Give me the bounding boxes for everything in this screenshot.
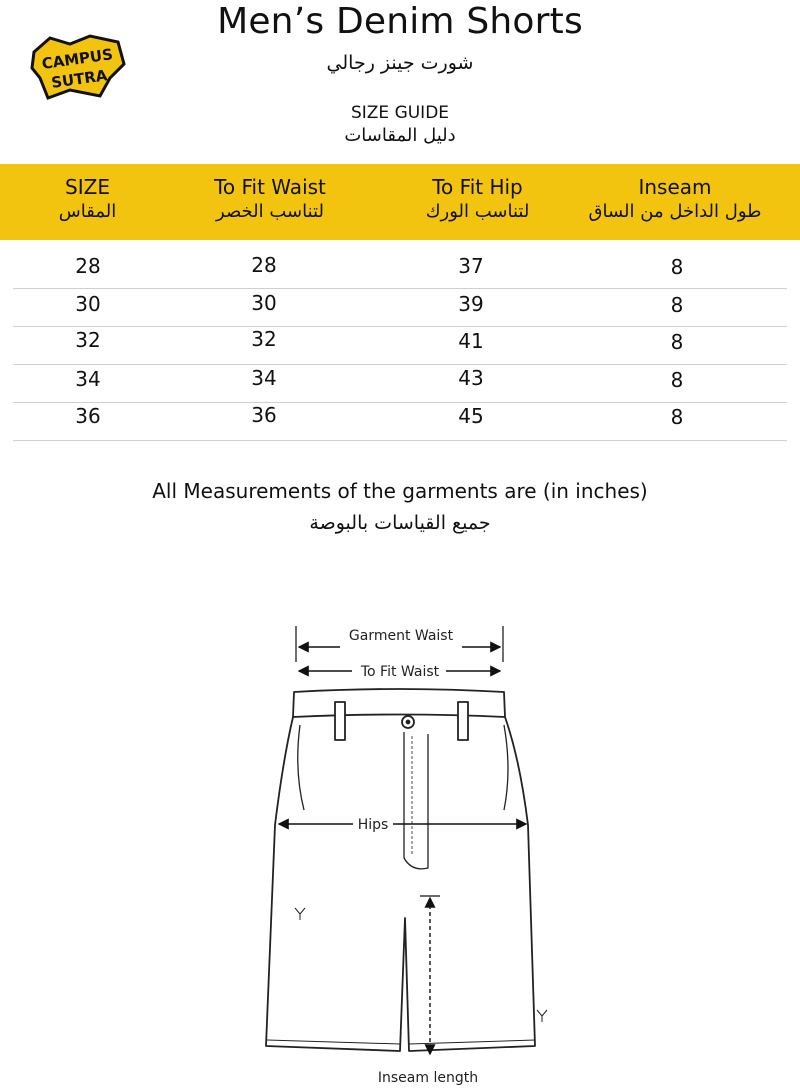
to-fit-waist-measure bbox=[299, 664, 500, 680]
cell-inseam: 8 bbox=[670, 330, 684, 354]
table-header bbox=[0, 164, 800, 240]
table-row bbox=[13, 288, 787, 327]
column-header-label-arabic: طول الداخل من الساق bbox=[588, 201, 762, 222]
cell-hip: 41 bbox=[458, 329, 484, 353]
column-header-label-arabic: المقاس bbox=[58, 201, 117, 222]
table-row bbox=[13, 364, 787, 403]
hips-label: Hips bbox=[357, 817, 389, 833]
cell-waist: 30 bbox=[251, 291, 277, 315]
cell-inseam: 8 bbox=[670, 255, 684, 279]
cell-waist: 36 bbox=[251, 403, 277, 427]
column-header-label: To Fit Hip bbox=[432, 175, 523, 199]
svg-text:SUTRA: SUTRA bbox=[50, 66, 109, 92]
garment-waist-label: Garment Waist bbox=[348, 628, 454, 644]
size-guide-heading-arabic: دليل المقاسات bbox=[344, 125, 456, 146]
hips-measure bbox=[279, 817, 526, 833]
size-guide-heading: SIZE GUIDE bbox=[350, 103, 450, 123]
table-row bbox=[13, 402, 787, 441]
column-header-waist bbox=[180, 174, 360, 224]
page-title-arabic: شورت جينز رجالي bbox=[326, 52, 474, 74]
cell-size: 34 bbox=[75, 367, 101, 391]
table-row bbox=[13, 250, 787, 289]
column-header-label: To Fit Waist bbox=[214, 175, 326, 199]
cell-waist: 32 bbox=[251, 327, 277, 351]
cell-inseam: 8 bbox=[670, 405, 684, 429]
cell-hip: 45 bbox=[458, 404, 484, 428]
column-header-hip bbox=[400, 174, 555, 224]
cell-size: 30 bbox=[75, 292, 101, 316]
page-title: Men’s Denim Shorts bbox=[217, 1, 583, 42]
measurement-note-arabic: جميع القياسات بالبوصة bbox=[309, 512, 491, 534]
column-header-label: Inseam bbox=[638, 175, 712, 199]
column-header-label-arabic: لتناسب الخصر bbox=[216, 201, 324, 222]
shorts-outline bbox=[266, 689, 547, 1051]
cell-inseam: 8 bbox=[670, 368, 684, 392]
inseam-length-label: Inseam length bbox=[377, 1070, 479, 1086]
cell-hip: 43 bbox=[458, 366, 484, 390]
cell-inseam: 8 bbox=[670, 293, 684, 317]
column-header-inseam bbox=[570, 174, 780, 224]
svg-text:CAMPUS: CAMPUS bbox=[40, 45, 114, 73]
cell-waist: 28 bbox=[251, 253, 277, 277]
cell-size: 36 bbox=[75, 404, 101, 428]
inseam-measure bbox=[378, 896, 478, 1086]
column-header-label-arabic: لتناسب الورك bbox=[425, 201, 530, 222]
table-row bbox=[13, 326, 787, 365]
column-header-size bbox=[40, 174, 135, 224]
cell-hip: 37 bbox=[458, 254, 484, 278]
garment-waist-measure bbox=[296, 626, 503, 662]
to-fit-waist-label: To Fit Waist bbox=[360, 664, 440, 680]
cell-waist: 34 bbox=[251, 366, 277, 390]
measurement-note: All Measurements of the garments are (in inches) bbox=[152, 479, 648, 503]
column-header-label: SIZE bbox=[65, 175, 110, 199]
cell-size: 32 bbox=[75, 328, 101, 352]
cell-hip: 39 bbox=[458, 292, 484, 316]
shorts-diagram bbox=[0, 600, 800, 1091]
cell-size: 28 bbox=[75, 254, 101, 278]
